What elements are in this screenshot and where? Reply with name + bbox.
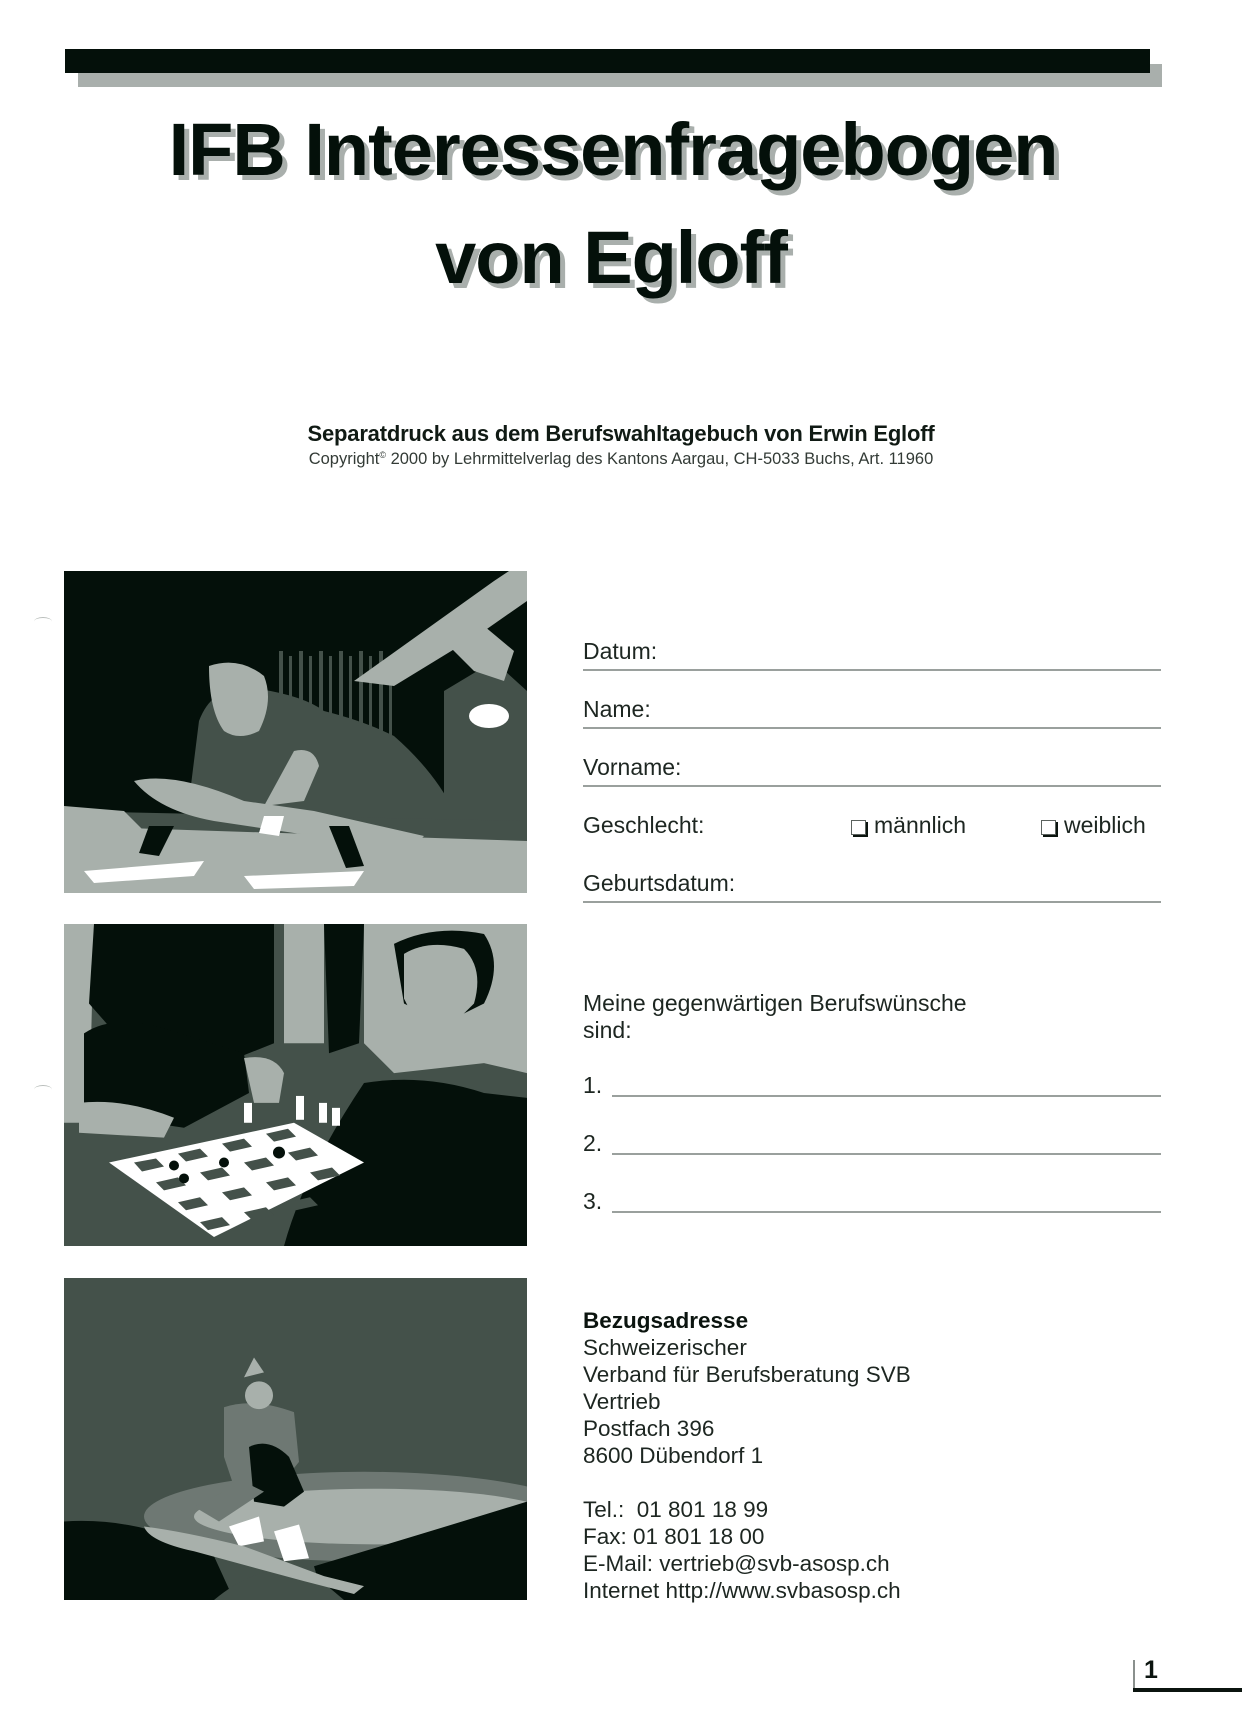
datum-label: Datum: [583, 638, 661, 665]
option-maennlich-label: männlich [874, 812, 967, 838]
photo-model-airplane [64, 571, 527, 893]
chess-photo-image [64, 924, 527, 1246]
wish-input-line[interactable] [612, 1153, 1161, 1155]
option-weiblich-label: weiblich [1064, 812, 1146, 838]
wish-number: 2. [583, 1130, 603, 1156]
scan-mark [34, 617, 52, 626]
address-line: Schweizerischer [583, 1335, 747, 1360]
address-block [583, 1307, 911, 1604]
copyright-text: 2000 by Lehrmittelverlag des Kantons Aargau, CH-5033 Buchs, Art. 11960 [385, 450, 934, 468]
wish-input-line[interactable] [612, 1211, 1161, 1213]
address-heading: Bezugsadresse [583, 1308, 749, 1333]
copyright-prefix: Copyright [308, 450, 380, 468]
name-label: Name: [583, 696, 655, 723]
career-wish-3[interactable] [583, 1183, 1161, 1213]
career-wish-1[interactable] [583, 1067, 1161, 1097]
page-title-line-1: IFB Interessenfragebogen [168, 108, 1058, 191]
geschlecht-field [583, 812, 1161, 844]
datum-field[interactable] [583, 638, 1161, 671]
datum-input-line[interactable] [583, 669, 1161, 671]
contact-email[interactable]: E-Mail: vertrieb@svb-asosp.ch [583, 1551, 890, 1576]
page-title-line-2: von Egloff [435, 216, 787, 299]
airplane-photo-image [64, 571, 527, 893]
contact-phone: Tel.: 01 801 18 99 [583, 1497, 769, 1522]
geschlecht-label: Geschlecht: [583, 812, 705, 838]
contact-website[interactable]: Internet http://www.svbasosp.ch [583, 1578, 901, 1603]
copyright-symbol: © [379, 450, 386, 460]
address-line: Verband für Berufsberatung SVB [583, 1362, 911, 1387]
contact-fax: Fax: 01 801 18 00 [583, 1524, 765, 1549]
checkbox-icon[interactable] [851, 820, 866, 835]
name-field[interactable] [583, 696, 1161, 729]
copyright-notice [0, 450, 1242, 469]
geburtsdatum-field[interactable] [583, 870, 1161, 903]
wish-number: 1. [583, 1072, 603, 1098]
page-number: 1 [1144, 1656, 1158, 1684]
subtitle: Separatdruck aus dem Berufswahltagebuch von Erwin Egloff [307, 421, 935, 446]
checkbox-icon[interactable] [1041, 820, 1056, 835]
name-input-line[interactable] [583, 727, 1161, 729]
header-bar [65, 49, 1150, 73]
spacer [583, 1469, 911, 1496]
wish-input-line[interactable] [612, 1095, 1161, 1097]
page-number-underline [1133, 1688, 1242, 1692]
vorname-field[interactable] [583, 754, 1161, 787]
prompt-line-1: Meine gegenwärtigen Berufswünsche [583, 990, 967, 1016]
scan-mark [34, 1085, 52, 1094]
address-line: Postfach 396 [583, 1416, 715, 1441]
prompt-line-2: sind: [583, 1017, 632, 1043]
wish-number: 3. [583, 1188, 603, 1214]
checkbox-maennlich[interactable] [851, 812, 966, 839]
photo-snowboarder [64, 1278, 527, 1600]
address-line: Vertrieb [583, 1389, 661, 1414]
checkbox-weiblich[interactable] [1041, 812, 1146, 839]
geburtsdatum-label: Geburtsdatum: [583, 870, 739, 897]
vorname-label: Vorname: [583, 754, 685, 781]
address-line: 8600 Dübendorf 1 [583, 1443, 764, 1468]
geburtsdatum-input-line[interactable] [583, 901, 1161, 903]
vorname-input-line[interactable] [583, 785, 1161, 787]
snowboard-photo-image [64, 1278, 527, 1600]
career-wish-2[interactable] [583, 1125, 1161, 1155]
career-wishes-prompt [583, 990, 1083, 1044]
photo-chess-game [64, 924, 527, 1246]
page-number-bracket [1133, 1660, 1135, 1691]
